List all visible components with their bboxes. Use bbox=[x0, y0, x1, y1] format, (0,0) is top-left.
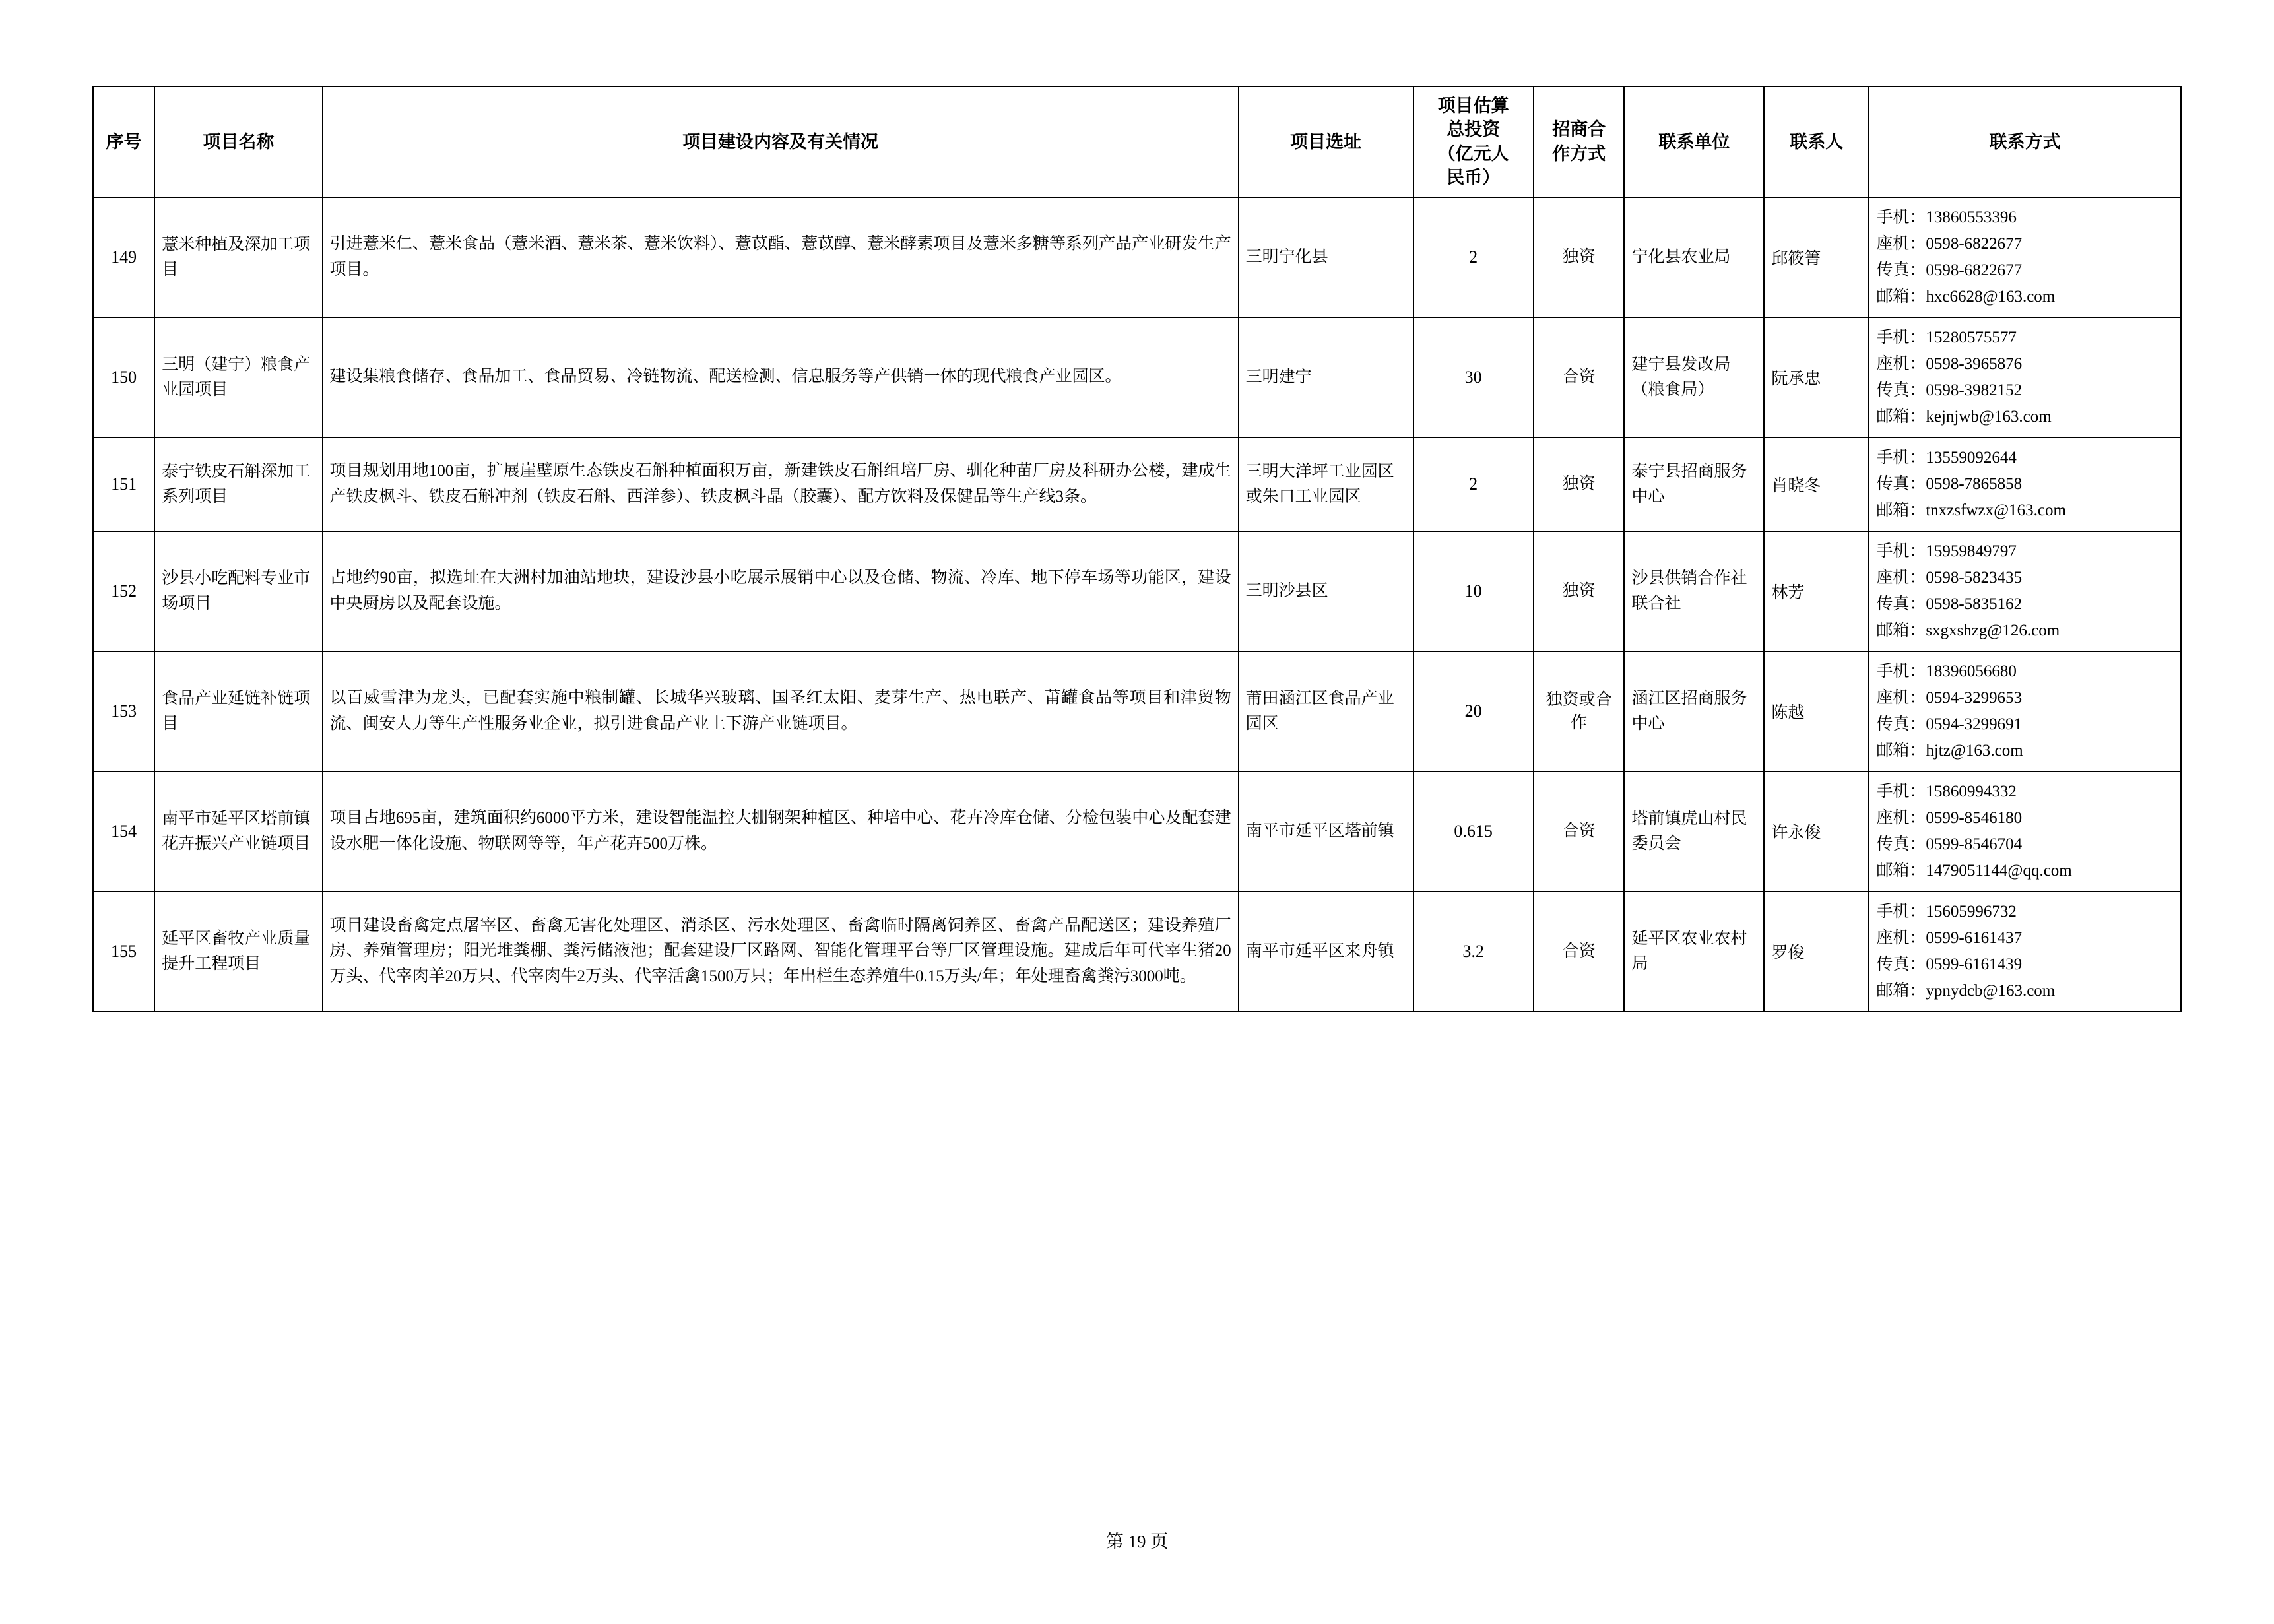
header-contact-info: 联系方式 bbox=[1869, 86, 2181, 197]
contact-email: 邮箱：hxc6628@163.com bbox=[1876, 287, 2056, 306]
table-body bbox=[93, 197, 2181, 1012]
cell-seq: 151 bbox=[93, 438, 154, 531]
contact-fax: 邮箱：tnxzsfwzx@163.com bbox=[1876, 501, 2066, 519]
cell-total-investment: 0.615 bbox=[1413, 771, 1534, 892]
header-cooperation-mode bbox=[1534, 86, 1625, 197]
cell-contact-info bbox=[1869, 317, 2181, 438]
cell-contact-unit: 塔前镇虎山村民委员会 bbox=[1624, 771, 1764, 892]
header-seq: 序号 bbox=[93, 86, 154, 197]
cell-project-name: 食品产业延链补链项目 bbox=[154, 651, 322, 771]
table-header bbox=[93, 86, 2181, 197]
cell-project-description: 以百威雪津为龙头，已配套实施中粮制罐、长城华兴玻璃、国圣红太阳、麦芽生产、热电联产、莆罐食品等项目和津贸物流、闽安人力等生产性服务业企业，拟引进食品产业上下游产业链项目。 bbox=[323, 651, 1239, 771]
cell-seq: 152 bbox=[93, 531, 154, 651]
cell-project-name: 沙县小吃配料专业市场项目 bbox=[154, 531, 322, 651]
contact-email: 邮箱：1479051144@qq.com bbox=[1876, 861, 2072, 880]
header-total-investment-line3: （亿元人 bbox=[1437, 143, 1509, 164]
header-row bbox=[93, 86, 2181, 197]
cell-contact-person: 阮承忠 bbox=[1764, 317, 1869, 438]
contact-fax: 传真：0598-6822677 bbox=[1876, 261, 2023, 279]
cell-project-description: 建设集粮食储存、食品加工、食品贸易、冷链物流、配送检测、信息服务等产供销一体的现代粮食产业园区。 bbox=[323, 317, 1239, 438]
header-project-location: 项目选址 bbox=[1239, 86, 1413, 197]
contact-email: 邮箱：kejnjwb@163.com bbox=[1876, 407, 2052, 426]
contact-tel: 座机：0598-5823435 bbox=[1876, 568, 2023, 587]
table-row bbox=[93, 438, 2181, 531]
cell-contact-info bbox=[1869, 531, 2181, 651]
cell-contact-unit: 沙县供销合作社联合社 bbox=[1624, 531, 1764, 651]
cell-project-location: 三明宁化县 bbox=[1239, 197, 1413, 317]
cell-contact-person: 陈越 bbox=[1764, 651, 1869, 771]
cell-project-name: 薏米种植及深加工项目 bbox=[154, 197, 322, 317]
header-total-investment-line4: 民币） bbox=[1446, 168, 1501, 188]
cell-cooperation-mode: 独资或合作 bbox=[1534, 651, 1625, 771]
cell-project-location: 三明沙县区 bbox=[1239, 531, 1413, 651]
contact-tel: 传真：0598-7865858 bbox=[1876, 474, 2023, 493]
cell-project-description: 项目规划用地100亩，扩展崖壁原生态铁皮石斛种植面积万亩，新建铁皮石斛组培厂房、驯化种苗厂房及科研办公楼，建成生产铁皮枫斗、铁皮石斛冲剂（铁皮石斛、西洋参）、铁皮枫斗晶（胶囊）、配方饮料及保健品等生产线3条。 bbox=[323, 438, 1239, 531]
cell-cooperation-mode: 合资 bbox=[1534, 317, 1625, 438]
contact-email: 邮箱：ypnydcb@163.com bbox=[1876, 981, 2056, 1000]
header-cooperation-mode-line1: 招商合 bbox=[1552, 119, 1606, 140]
cell-cooperation-mode: 独资 bbox=[1534, 531, 1625, 651]
contact-email: 邮箱：sxgxshzg@126.com bbox=[1876, 621, 2060, 639]
cell-project-name: 三明（建宁）粮食产业园项目 bbox=[154, 317, 322, 438]
contact-fax: 传真：0599-8546704 bbox=[1876, 835, 2023, 853]
cell-project-description: 引进薏米仁、薏米食品（薏米酒、薏米茶、薏米饮料）、薏苡酯、薏苡醇、薏米酵素项目及薏米多糖等系列产品产业研发生产项目。 bbox=[323, 197, 1239, 317]
table-row bbox=[93, 531, 2181, 651]
cell-project-description: 项目占地695亩，建筑面积约6000平方米，建设智能温控大棚钢架种植区、种培中心、花卉冷库仓储、分检包装中心及配套建设水肥一体化设施、物联网等等，年产花卉500万株。 bbox=[323, 771, 1239, 892]
table-row bbox=[93, 892, 2181, 1012]
header-project-name: 项目名称 bbox=[154, 86, 322, 197]
cell-cooperation-mode: 独资 bbox=[1534, 197, 1625, 317]
cell-contact-person: 肖晓冬 bbox=[1764, 438, 1869, 531]
cell-cooperation-mode: 合资 bbox=[1534, 892, 1625, 1012]
table-row bbox=[93, 651, 2181, 771]
cell-contact-info bbox=[1869, 771, 2181, 892]
contact-tel: 座机：0599-6161437 bbox=[1876, 928, 2023, 947]
cell-total-investment: 30 bbox=[1413, 317, 1534, 438]
cell-contact-person: 罗俊 bbox=[1764, 892, 1869, 1012]
cell-cooperation-mode: 合资 bbox=[1534, 771, 1625, 892]
cell-seq: 150 bbox=[93, 317, 154, 438]
contact-fax: 传真：0599-6161439 bbox=[1876, 955, 2023, 973]
header-total-investment-line2: 总投资 bbox=[1446, 119, 1501, 140]
cell-total-investment: 2 bbox=[1413, 197, 1534, 317]
contact-mobile: 手机：15280575577 bbox=[1876, 328, 2017, 346]
cell-contact-unit: 泰宁县招商服务中心 bbox=[1624, 438, 1764, 531]
cell-total-investment: 10 bbox=[1413, 531, 1534, 651]
cell-seq: 153 bbox=[93, 651, 154, 771]
table-row bbox=[93, 771, 2181, 892]
cell-contact-unit: 延平区农业农村局 bbox=[1624, 892, 1764, 1012]
contact-fax: 传真：0594-3299691 bbox=[1876, 715, 2023, 733]
cell-contact-unit: 宁化县农业局 bbox=[1624, 197, 1764, 317]
cell-project-name: 南平市延平区塔前镇花卉振兴产业链项目 bbox=[154, 771, 322, 892]
cell-contact-info bbox=[1869, 438, 2181, 531]
cell-contact-unit: 涵江区招商服务中心 bbox=[1624, 651, 1764, 771]
cell-contact-unit: 建宁县发改局（粮食局） bbox=[1624, 317, 1764, 438]
cell-contact-info bbox=[1869, 892, 2181, 1012]
cell-project-name: 泰宁铁皮石斛深加工系列项目 bbox=[154, 438, 322, 531]
contact-tel: 座机：0594-3299653 bbox=[1876, 688, 2023, 707]
header-project-description: 项目建设内容及有关情况 bbox=[323, 86, 1239, 197]
cell-project-name: 延平区畜牧产业质量提升工程项目 bbox=[154, 892, 322, 1012]
contact-tel: 座机：0598-3965876 bbox=[1876, 354, 2023, 373]
cell-contact-person: 林芳 bbox=[1764, 531, 1869, 651]
cell-total-investment: 3.2 bbox=[1413, 892, 1534, 1012]
table-row bbox=[93, 197, 2181, 317]
cell-total-investment: 20 bbox=[1413, 651, 1534, 771]
header-contact-unit: 联系单位 bbox=[1624, 86, 1764, 197]
cell-project-location: 南平市延平区塔前镇 bbox=[1239, 771, 1413, 892]
cell-project-location: 三明大洋坪工业园区或朱口工业园区 bbox=[1239, 438, 1413, 531]
contact-mobile: 手机：15860994332 bbox=[1876, 782, 2017, 800]
cell-contact-info bbox=[1869, 197, 2181, 317]
header-total-investment-line1: 项目估算 bbox=[1437, 96, 1509, 115]
header-total-investment bbox=[1413, 86, 1534, 197]
cell-project-location: 莆田涵江区食品产业园区 bbox=[1239, 651, 1413, 771]
cell-project-location: 南平市延平区来舟镇 bbox=[1239, 892, 1413, 1012]
cell-contact-info bbox=[1869, 651, 2181, 771]
header-cooperation-mode-line2: 作方式 bbox=[1552, 143, 1606, 164]
contact-fax: 传真：0598-5835162 bbox=[1876, 595, 2023, 613]
contact-tel: 座机：0598-6822677 bbox=[1876, 234, 2023, 253]
cell-contact-person: 邱筱箐 bbox=[1764, 197, 1869, 317]
cell-seq: 149 bbox=[93, 197, 154, 317]
cell-cooperation-mode: 独资 bbox=[1534, 438, 1625, 531]
contact-mobile: 手机：18396056680 bbox=[1876, 662, 2017, 680]
cell-project-description: 占地约90亩，拟选址在大洲村加油站地块，建设沙县小吃展示展销中心以及仓储、物流、冷库、地下停车场等功能区，建设中央厨房以及配套设施。 bbox=[323, 531, 1239, 651]
cell-seq: 155 bbox=[93, 892, 154, 1012]
investment-project-table bbox=[92, 86, 2182, 1012]
contact-fax: 传真：0598-3982152 bbox=[1876, 381, 2023, 399]
cell-project-location: 三明建宁 bbox=[1239, 317, 1413, 438]
cell-seq: 154 bbox=[93, 771, 154, 892]
contact-mobile: 手机：13860553396 bbox=[1876, 208, 2017, 226]
cell-project-description: 项目建设畜禽定点屠宰区、畜禽无害化处理区、消杀区、污水处理区、畜禽临时隔离饲养区、畜禽产品配送区；建设养殖厂房、养殖管理房；阳光堆粪棚、粪污储液池；配套建设厂区路网、智能化管理平台等厂区管理设施。建成后年可代宰生猪20万头、代宰肉羊20万只、代宰肉牛2万头、代宰活禽1500万只；年出栏生态养殖牛0.15万头/年；年处理畜禽粪污3000吨。 bbox=[323, 892, 1239, 1012]
table-row bbox=[93, 317, 2181, 438]
cell-total-investment: 2 bbox=[1413, 438, 1534, 531]
contact-tel: 座机：0599-8546180 bbox=[1876, 808, 2023, 827]
page-footer: 第 19 页 bbox=[1105, 1532, 1169, 1551]
contact-mobile: 手机：15959849797 bbox=[1876, 542, 2017, 560]
header-contact-person: 联系人 bbox=[1764, 86, 1869, 197]
cell-contact-person: 许永俊 bbox=[1764, 771, 1869, 892]
contact-email: 邮箱：hjtz@163.com bbox=[1876, 741, 2023, 760]
contact-mobile: 手机：15605996732 bbox=[1876, 902, 2017, 921]
contact-mobile: 手机：13559092644 bbox=[1876, 448, 2017, 467]
